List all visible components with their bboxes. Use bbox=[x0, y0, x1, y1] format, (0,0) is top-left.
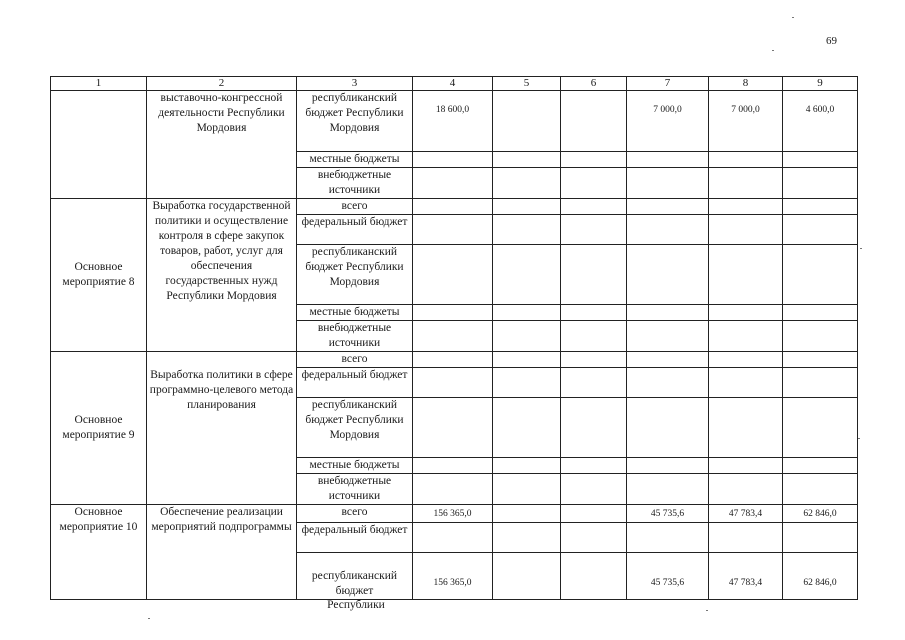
activity-description: Выработка политики в сфере программно-целевого метода планирования bbox=[147, 352, 297, 505]
funding-source: всего bbox=[297, 199, 413, 215]
column-header: 7 bbox=[627, 77, 709, 91]
column-header: 8 bbox=[709, 77, 783, 91]
value-cell: 45 735,6 bbox=[627, 505, 709, 523]
value-cell: 7 000,0 bbox=[627, 91, 709, 152]
activity-title: Основное мероприятие 8 bbox=[51, 199, 147, 352]
page-number: 69 bbox=[826, 35, 837, 47]
funding-source: внебюджетные источники bbox=[297, 321, 413, 352]
table-row bbox=[51, 505, 858, 523]
value-cell: 156 365,0 bbox=[413, 505, 493, 523]
continued-text: Республики bbox=[327, 599, 385, 611]
funding-source: всего bbox=[297, 352, 413, 368]
value-cell bbox=[493, 91, 561, 152]
funding-source: местные бюджеты bbox=[297, 305, 413, 321]
scan-speck bbox=[858, 438, 860, 439]
funding-source: республиканский бюджет Республики Мордовия bbox=[297, 91, 413, 152]
value-cell: 4 600,0 bbox=[783, 91, 858, 152]
scan-speck bbox=[792, 17, 794, 18]
funding-source: всего bbox=[297, 505, 413, 523]
funding-source: республиканский бюджет Республики Мордовия bbox=[297, 245, 413, 305]
table-row bbox=[51, 199, 858, 215]
funding-source: федеральный бюджет bbox=[297, 523, 413, 553]
activity-title: Основное мероприятие 9 bbox=[51, 352, 147, 505]
table-row bbox=[51, 352, 858, 368]
value-cell: 45 735,6 bbox=[627, 553, 709, 600]
value-cell: 47 783,4 bbox=[709, 553, 783, 600]
scan-speck bbox=[772, 50, 774, 51]
column-header: 2 bbox=[147, 77, 297, 91]
column-header: 6 bbox=[561, 77, 627, 91]
funding-source: местные бюджеты bbox=[297, 152, 413, 168]
column-header: 5 bbox=[493, 77, 561, 91]
activity-title: Основное мероприятие 10 bbox=[51, 505, 147, 600]
funding-source: местные бюджеты bbox=[297, 458, 413, 474]
funding-source: республиканский бюджет bbox=[297, 553, 413, 600]
column-header: 9 bbox=[783, 77, 858, 91]
value-cell: 156 365,0 bbox=[413, 553, 493, 600]
scan-speck bbox=[148, 618, 150, 619]
value-cell: 62 846,0 bbox=[783, 505, 858, 523]
budget-table bbox=[50, 76, 858, 600]
value-cell: 62 846,0 bbox=[783, 553, 858, 600]
value-cell: 7 000,0 bbox=[709, 91, 783, 152]
scan-speck bbox=[860, 248, 862, 249]
funding-source: федеральный бюджет bbox=[297, 368, 413, 398]
funding-source: внебюджетные источники bbox=[297, 168, 413, 199]
value-cell: 47 783,4 bbox=[709, 505, 783, 523]
activity-description: Обеспечение реализации мероприятий подпрограммы bbox=[147, 505, 297, 600]
column-header: 3 bbox=[297, 77, 413, 91]
funding-source: республиканский бюджет Республики Мордовия bbox=[297, 398, 413, 458]
scan-speck bbox=[706, 610, 708, 611]
activity-description: выставочно-конгрессной деятельности Республики Мордовия bbox=[147, 91, 297, 199]
column-header-row bbox=[51, 77, 858, 91]
column-header: 1 bbox=[51, 77, 147, 91]
activity-title-cell bbox=[51, 91, 147, 199]
activity-description: Выработка государственной политики и осуществление контроля в сфере закупок товаров, работ, услуг для обеспечения государственных нужд Республики Мордовия bbox=[147, 199, 297, 352]
funding-source: внебюджетные источники bbox=[297, 474, 413, 505]
table-row bbox=[51, 91, 858, 152]
funding-source: федеральный бюджет bbox=[297, 215, 413, 245]
value-cell bbox=[561, 91, 627, 152]
value-cell: 18 600,0 bbox=[413, 91, 493, 152]
column-header: 4 bbox=[413, 77, 493, 91]
